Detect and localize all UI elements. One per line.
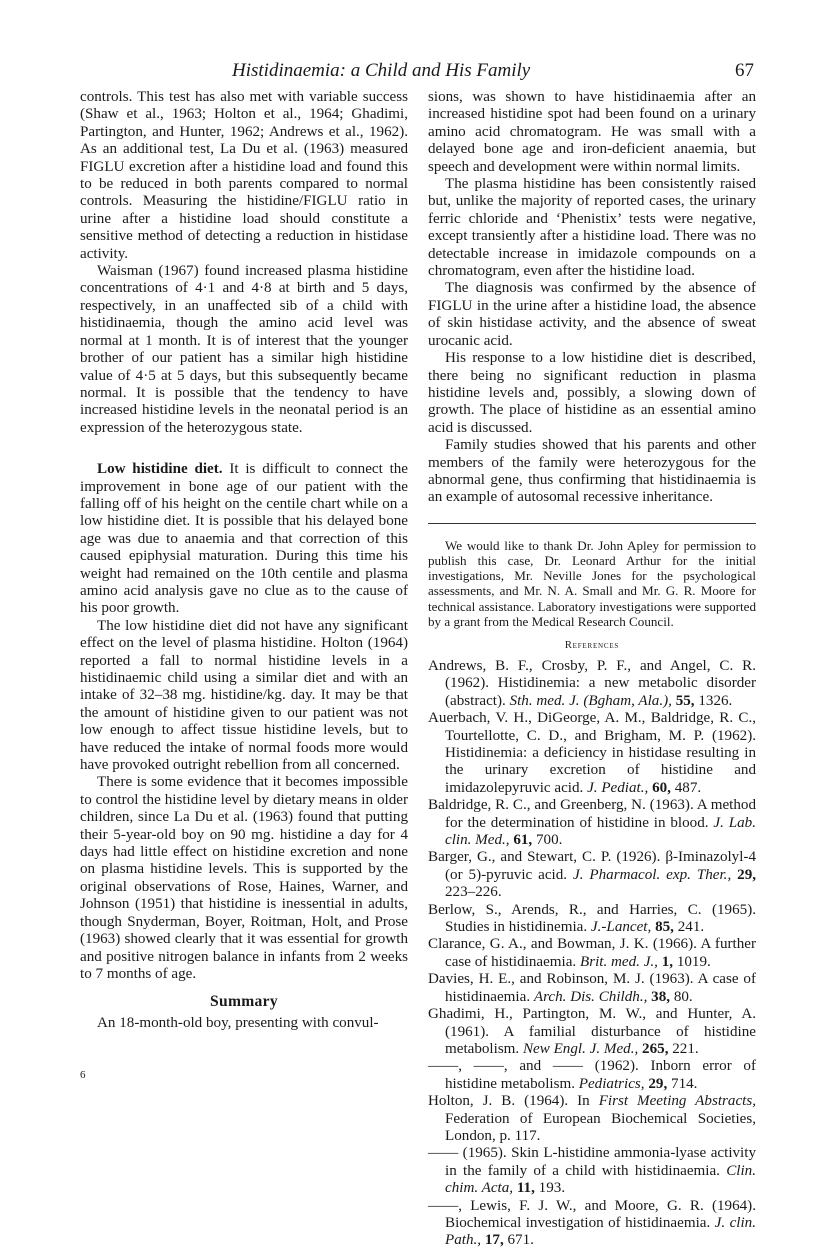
paragraph: Family studies showed that his parents and other members of the family were heterozygous for the abnormal gene, thus confirming that histidinaemia is an example of autosomal recessive inheritance. — [428, 437, 756, 506]
reference-item — [428, 1093, 756, 1145]
running-header — [232, 60, 754, 84]
reference-journal: J. Lab. clin. Med., — [445, 814, 756, 849]
summary-heading: Summary — [210, 993, 278, 1011]
reference-authors: Ghadimi, H., Partington, M. W., and Hunter, A. (1961). A familial disturbance of histidine metabolism. — [428, 1006, 756, 1057]
paragraph: There is some evidence that it becomes impossible to control the histidine level by dietary means in older children, since La Du et al. (1963) found that putting their 5-year-old boy on 90 mg. histidine a day for 4 days had little effect on histidine excretion and none on plasma histidine levels. This is supported by the original observations of Rose, Haines, Warner, and Johnson (1951) that histidine is inessential in adults, though Snyderman, Boyer, Roitman, Holt, and Prose (1963) showed clearly that it was essential for growth and positive nitrogen balance in infants from 2 weeks to 7 months of age. — [80, 774, 408, 982]
paragraph: The low histidine diet did not have any significant effect on the level of plasma histidine. Holton (1964) reported a fall to normal histidine levels in a histidinaemic child using a similar diet and with an intake of 32–38 mg. histidine/kg. day. It may be that the amount of histidine given to our patient was not low enough to affect tissue histidine levels, but to have reduced the intake of normal foods more would have provoked outright rebellion from all concerned. — [80, 617, 408, 774]
section-body: It is difficult to connect the improvement in bone age of our patient with the falling off of his height on the centile chart while on a low histidine diet. It is possible that his delayed bone age was due to anaemia and that correction of this caused epiphysial maturation. During this time his weight had remained on the 10th centile and plasma amino acid analysis gave no clue as to the cause of his poor growth. — [80, 461, 409, 617]
reference-item — [428, 1198, 756, 1250]
reference-journal: First Meeting Abstracts, — [598, 1093, 756, 1110]
paragraph: His response to a low histidine diet is described, there being no significant reduction in plasma histidine levels and, possibly, a slowing down of growth. The place of histidine as an essential amino acid is discussed. — [428, 350, 756, 436]
reference-journal: Pediatrics, — [578, 1075, 645, 1092]
reference-authors: Clarance, G. A., and Bowman, J. K. (1966). A further case of histidinaemia. — [428, 936, 756, 970]
reference-pages: 700. — [535, 832, 563, 849]
reference-item — [428, 902, 756, 937]
reference-vol: 17, — [484, 1232, 504, 1249]
reference-item — [428, 797, 756, 849]
reference-vol: 265, — [642, 1040, 669, 1057]
reference-journal: New Engl. J. Med., — [522, 1040, 639, 1057]
paragraph: controls. This test has also met with variable success (Shaw et al., 1963; Holton et al., 1964; Ghadimi, Partington, and Hunter, 1962; Andrews et al., 1962). As an additional test, La Du et al. (1963) measured FIGLU excretion after a histidine load and found this to be reduced in both parents compared to normal controls. Measuring the histidine/FIGLU ratio in urine after a histidine load should constitute a sensitive method of detecting a reduction in histidase activity. — [80, 89, 408, 262]
reference-pages: 487. — [674, 779, 702, 796]
reference-authors: Berlow, S., Arends, R., and Harries, C. (1965). Studies in histidinemia. — [428, 901, 756, 936]
references-heading: References — [564, 639, 620, 651]
reference-vol: 1, — [661, 953, 674, 970]
reference-journal: J. Pharmacol. exp. Ther., — [573, 866, 732, 883]
reference-item — [428, 849, 756, 901]
reference-authors: Baldridge, R. C., and Greenberg, N. (1963). A method for the determination of histidine in blood. — [428, 797, 756, 831]
reference-authors: Holton, J. B. (1964). In — [428, 1093, 590, 1110]
left-column — [80, 89, 408, 1033]
reference-journal: Sth. med. J. (Bgham, Ala.), — [509, 692, 672, 709]
reference-pages: 671. — [507, 1232, 534, 1249]
reference-pages: 80. — [673, 988, 693, 1005]
reference-vol: 85, — [655, 919, 674, 936]
reference-vol: 55, — [675, 692, 695, 709]
reference-pages: 193. — [538, 1180, 566, 1197]
reference-vol: 29, — [648, 1075, 668, 1092]
reference-pages: 714. — [671, 1075, 698, 1092]
reference-pages: 1326. — [698, 692, 733, 709]
reference-vol: 61, — [513, 832, 533, 849]
reference-authors: ——, ——, and —— (1962). Inborn error of histidine metabolism. — [428, 1058, 756, 1092]
reference-journal: Arch. Dis. Childh., — [533, 988, 648, 1005]
reference-authors: Andrews, B. F., Crosby, P. F., and Angel, C. R. (1962). Histidinemia: a new metabolic disorder (abstract). — [428, 657, 756, 709]
reference-vol: 60, — [652, 779, 671, 796]
reference-pages: 1019. — [676, 953, 711, 970]
reference-vol: 29, — [737, 866, 757, 883]
reference-journal: Clin. chim. Acta, — [445, 1162, 756, 1197]
reference-item — [428, 1058, 756, 1093]
section-title: Low histidine diet. — [97, 461, 223, 478]
reference-pages: 223–226. — [445, 884, 502, 901]
reference-journal: J. clin. Path., — [445, 1214, 756, 1249]
reference-authors: Auerbach, V. H., DiGeorge, A. M., Baldridge, R. C., Tourtellotte, C. D., and Brigham, M. P. (1962). Histidinemia: a deficiency in histidase resulting in the urinary excretion of histidine and imidazolepyruvic acid. — [428, 710, 756, 796]
reference-list — [428, 658, 756, 1250]
reference-item — [428, 936, 756, 971]
paragraph: Waisman (1967) found increased plasma histidine concentrations of 4·1 and 4·8 at birth and 5 days, respectively, in an unaffected sib of a child with histidinaemia, though the amino acid level was normal at 1 month. It is of interest that the younger brother of our patient has a similar high histidine value of 4·5 at 5 days, but this subsequently became normal. It is possible that the tendency to have increased histidine levels in the neonatal period is an expression of the heterozygous state. — [80, 263, 408, 436]
reference-journal: Brit. med. J., — [579, 953, 658, 970]
reference-item — [428, 658, 756, 710]
reference-pages: 241. — [677, 919, 705, 936]
reference-item — [428, 710, 756, 797]
paragraph: The diagnosis was confirmed by the absence of FIGLU in the urine after a histidine load, the absence of skin histidase activity, and the absence of sweat urocanic acid. — [428, 280, 756, 349]
reference-vol: 11, — [516, 1180, 535, 1197]
reference-authors: Davies, H. E., and Robinson, M. J. (1963). A case of histidinaemia. — [428, 971, 756, 1005]
reference-pages: 221. — [672, 1040, 699, 1057]
reference-item — [428, 1006, 756, 1058]
acknowledgement: We would like to thank Dr. John Apley for permission to publish this case, Dr. Leonard Arthur for the initial investigations, Mr. Neville Jones for the psychological assessments, and Mr. N. A. Small and Mr. G. R. Moore for technical assistance. Laboratory investigations were supported by a grant from the Medical Research Council. — [428, 537, 756, 629]
divider — [428, 523, 756, 524]
paragraph: sions, was shown to have histidinaemia after an increased histidine spot had been found on a urinary amino acid chromatogram. He was small with a delayed bone age and iron-deficient anaemia, but speech and development were within normal limits. — [428, 89, 756, 175]
reference-item — [428, 1145, 756, 1197]
reference-authors: ——, Lewis, F. J. W., and Moore, G. R. (1964). Biochemical investigation of histidinaemia. — [428, 1197, 756, 1231]
reference-journal: J.-Lancet, — [590, 919, 652, 936]
paragraph: An 18-month-old boy, presenting with convul- — [97, 1015, 379, 1032]
reference-journal: J. Pediat., — [587, 779, 649, 796]
signature-mark: 6 — [80, 1069, 86, 1081]
paragraph — [80, 461, 408, 618]
running-title: Histidinaemia: a Child and His Family — [232, 60, 531, 81]
page-number: 67 — [735, 60, 754, 81]
right-column — [428, 89, 756, 1250]
reference-item — [428, 971, 756, 1006]
reference-pages: Federation of European Biochemical Societies, London, p. 117. — [445, 1110, 756, 1144]
reference-authors: Barger, G., and Stewart, C. P. (1926). β-Iminazolyl-4 (or 5)-pyruvic acid. — [428, 849, 756, 883]
reference-authors: —— (1965). Skin L-histidine ammonia-lyase activity in the family of a child with histidinaemia. — [428, 1145, 756, 1179]
reference-vol: 38, — [651, 988, 671, 1005]
paragraph: The plasma histidine has been consistently raised but, unlike the majority of reported cases, the urinary ferric chloride and ‘Phenistix’ tests were negative, except transiently after a histidine load. There was no detectable increase in imidazole compounds on a chromatogram, even after the histidine load. — [428, 176, 756, 280]
